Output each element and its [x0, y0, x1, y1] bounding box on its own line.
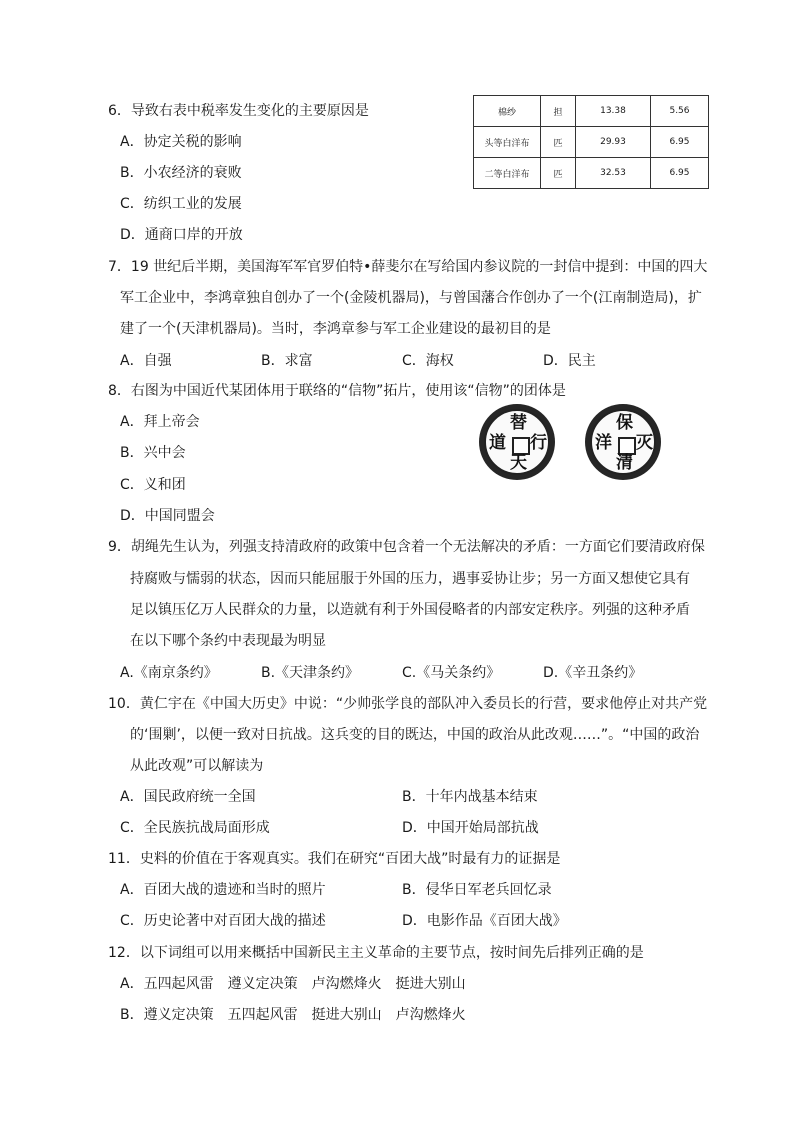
question-9-option-a: A.《南京条约》	[120, 665, 218, 681]
question-12-option-a: A．五四起风雷 遵义定决策 卢沟燃烽火 挺进大别山	[120, 976, 466, 992]
table-cell: 13.38	[576, 96, 651, 127]
table-cell: 29.93	[576, 127, 651, 158]
question-9-stem-line-2: 持腐败与懦弱的状态，因而只能屈服于外国的压力，遇事妥协让步；另一方面又想使它具有	[130, 571, 690, 587]
question-7-option-c: C．海权	[402, 353, 454, 369]
table-row	[474, 96, 709, 127]
question-10-option-b: B．十年内战基本结束	[402, 789, 538, 805]
question-8-option-c: C．义和团	[120, 477, 186, 493]
question-9-stem-line-1: 9．胡绳先生认为，列强支持清政府的政策中包含着一个无法解决的矛盾：一方面它们要清政府保	[108, 539, 705, 555]
question-9-option-b: B.《天津条约》	[261, 665, 360, 681]
coin-character: 行	[530, 433, 547, 453]
question-10-stem-line-3: 从此改观”可以解读为	[130, 758, 264, 774]
table-row	[474, 127, 709, 158]
table-cell: 6.95	[651, 127, 709, 158]
table-cell: 头等白洋布	[474, 127, 541, 158]
question-9-option-c: C.《马关条约》	[402, 665, 501, 681]
table-cell: 32.53	[576, 158, 651, 189]
table-row	[474, 158, 709, 189]
question-7-option-a: A．自强	[120, 353, 172, 369]
question-9-stem-line-4: 在以下哪个条约中表现最为明显	[130, 633, 326, 649]
question-11-option-b: B．侵华日军老兵回忆录	[402, 882, 552, 898]
question-11-option-d: D．电影作品《百团大战》	[402, 913, 567, 929]
question-10-option-c: C．全民族抗战局面形成	[120, 820, 270, 836]
coin-character: 清	[616, 453, 633, 473]
question-6-option-d: D．通商口岸的开放	[120, 227, 243, 243]
question-6-option-b: B．小农经济的衰败	[120, 165, 242, 181]
question-6-option-a: A．协定关税的影响	[120, 134, 242, 150]
question-7-option-d: D．民主	[543, 353, 596, 369]
question-10-option-a: A．国民政府统一全国	[120, 789, 256, 805]
coin-character: 替	[510, 413, 527, 433]
question-9-option-d: D.《辛丑条约》	[543, 665, 643, 681]
question-7-option-b: B．求富	[261, 353, 313, 369]
question-11-option-a: A．百团大战的遗迹和当时的照片	[120, 882, 326, 898]
question-6-option-c: C．纺织工业的发展	[120, 196, 242, 212]
question-11-stem: 11．史料的价值在于客观真实。我们在研究“百团大战”时最有力的证据是	[108, 851, 561, 867]
coin-rubbing-right	[585, 404, 661, 480]
question-11-option-c: C．历史论著中对百团大战的描述	[120, 913, 326, 929]
question-10-stem-line-1: 10．黄仁宇在《中国大历史》中说：“少帅张学良的部队冲入委员长的行营，要求他停止对共产党	[108, 696, 708, 712]
coin-character: 保	[616, 413, 633, 433]
coin-character: 道	[489, 433, 506, 453]
tax-rate-table	[473, 95, 709, 189]
table-cell: 6.95	[651, 158, 709, 189]
question-12-stem: 12．以下词组可以用来概括中国新民主主义革命的主要节点，按时间先后排列正确的是	[108, 945, 644, 961]
table-cell: 棉纱	[474, 96, 541, 127]
table-cell: 担	[541, 96, 576, 127]
question-9-stem-line-3: 足以镇压亿万人民群众的力量，以造就有利于外国侵略者的内部安定秩序。列强的这种矛盾	[130, 602, 690, 618]
coin-character: 灭	[636, 433, 653, 453]
coin-character: 洋	[595, 433, 612, 453]
question-7-stem-line-2: 军工企业中，李鸿章独自创办了一个(金陵机器局)，与曾国藩合作创办了一个(江南制造局)，扩	[120, 290, 702, 306]
table-cell: 匹	[541, 158, 576, 189]
coin-character: 天	[510, 453, 527, 473]
question-10-option-d: D．中国开始局部抗战	[402, 820, 539, 836]
question-8-option-b: B．兴中会	[120, 445, 186, 461]
question-6-stem: 6．导致右表中税率发生变化的主要原因是	[108, 103, 369, 119]
question-7-stem-line-3: 建了一个(天津机器局)。当时，李鸿章参与军工企业建设的最初目的是	[120, 321, 551, 337]
question-8-option-d: D．中国同盟会	[120, 508, 215, 524]
coin-rubbing-left	[479, 404, 555, 480]
question-8-option-a: A．拜上帝会	[120, 414, 200, 430]
question-10-stem-line-2: 的‘围剿’，以便一致对日抗战。这兵变的目的既达，中国的政治从此改观……”。“中国的政治	[130, 727, 700, 743]
question-7-stem-line-1: 7．19 世纪后半期，美国海军军官罗伯特•薛斐尔在写给国内参议院的一封信中提到：中国的四大	[108, 259, 708, 275]
table-cell: 二等白洋布	[474, 158, 541, 189]
question-8-stem: 8．右图为中国近代某团体用于联络的“信物”拓片，使用该“信物”的团体是	[108, 383, 566, 399]
question-12-option-b: B．遵义定决策 五四起风雷 挺进大别山 卢沟燃烽火	[120, 1007, 466, 1023]
table-cell: 匹	[541, 127, 576, 158]
table-cell: 5.56	[651, 96, 709, 127]
